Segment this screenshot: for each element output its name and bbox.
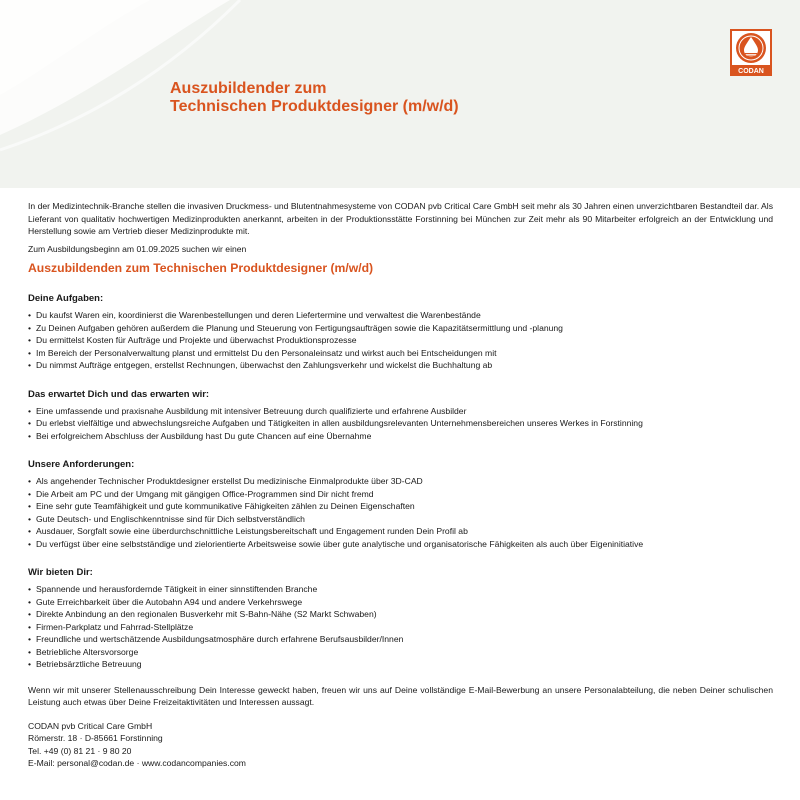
job-title-line-2: Technischen Produktdesigner (m/w/d) [170, 98, 459, 115]
list-item: • Gute Deutsch- und Englischkenntnisse sind für Dich selbstverständlich [28, 513, 773, 526]
company-name: CODAN pvb Critical Care GmbH [28, 720, 153, 731]
list-item: • Du ermittelst Kosten für Aufträge und Projekte und überwachst Produktionsprozesse [28, 334, 773, 347]
list-item: • Du kaufst Waren ein, koordinierst die Warenbestellungen und deren Liefertermine und verwaltest die Warenbestände [28, 309, 773, 322]
requirements-list [28, 475, 773, 550]
tasks-list [28, 309, 773, 372]
contact-block [28, 720, 773, 770]
job-title [170, 80, 459, 116]
list-item: • Du erlebst vielfältige und abwechslungsreiche Aufgaben und Tätigkeiten in allen ausbildungsrelevanten Unternehmensbereichen unseres Werkes in Forstinning [28, 417, 773, 430]
job-title-line-1: Auszubildender zum [170, 80, 327, 97]
tasks-heading: Deine Aufgaben: [28, 293, 104, 304]
offers-list [28, 583, 773, 671]
company-phone: Tel. +49 (0) 81 21 · 9 80 20 [28, 745, 132, 756]
position-heading: Auszubildenden zum Technischen Produktdesigner (m/w/d) [28, 261, 374, 275]
list-item: • Bei erfolgreichem Abschluss der Ausbildung hast Du gute Chancen auf eine Übernahme [28, 430, 773, 443]
expectations-heading: Das erwartet Dich und das erwarten wir: [28, 388, 210, 400]
list-item: • Direkte Anbindung an den regionalen Busverkehr mit S-Bahn-Nähe (S2 Markt Schwaben) [28, 608, 773, 621]
list-item: • Zu Deinen Aufgaben gehören außerdem die Planung und Steuerung von Fertigungsaufträgen sowie die Kapazitätsermittlung und -planung [28, 322, 773, 335]
list-item: • Gute Erreichbarkeit über die Autobahn A94 und andere Verkehrswege [28, 596, 773, 609]
list-item: • Die Arbeit am PC und der Umgang mit gängigen Office-Programmen sind Dir nicht fremd [28, 488, 773, 501]
offers-heading: Wir bieten Dir: [28, 567, 93, 578]
list-item: • Du nimmst Aufträge entgegen, erstellst Rechnungen, überwachst den Zahlungsverkehr und wickelst die Buchhaltung ab [28, 359, 773, 372]
company-address: Römerstr. 18 · D-85661 Forstinning [28, 733, 163, 743]
list-item: • Betriebsärztliche Betreuung [28, 658, 773, 671]
closing-paragraph: Wenn wir mit unserer Stellenausschreibung Dein Interesse geweckt haben, freuen wir uns auf Deine vollständige E-Mail-Bewerbung an unsere Personalabteilung, die neben Deiner schulischen Leistung auch etwas über Deine Freizeitaktivitäten und Interessen aussagt. [28, 684, 773, 707]
start-date-text: Zum Ausbildungsbeginn am 01.09.2025 suchen wir einen [28, 243, 247, 254]
job-description [28, 200, 773, 770]
list-item: • Firmen-Parkplatz und Fahrrad-Stellplätze [28, 621, 773, 634]
expectations-list [28, 405, 773, 443]
intro-paragraph: In der Medizintechnik-Branche stellen die invasiven Druckmess- und Blutentnahmesysteme von CODAN pvb Critical Care GmbH seit mehr als 30 Jahren einen unverzichtbaren Bestandteil dar. Als Lieferant von qualitativ hochwertigen Medizinprodukten anerkannt, arbeiten in der Produktionsstätte Forstinning bei München zur Zeit mehr als 90 Mitarbeiter erfolgreich an der Entwicklung und Herstellung sowie am Vertrieb dieser Medizinprodukte mit. [28, 201, 773, 236]
list-item: • Ausdauer, Sorgfalt sowie eine überdurchschnittliche Leistungsbereitschaft und Engagement runden Dein Profil ab [28, 525, 773, 538]
list-item: • Betriebliche Altersvorsorge [28, 646, 773, 659]
list-item: • Freundliche und wertschätzende Ausbildungsatmosphäre durch erfahrene Berufsausbilder/Innen [28, 633, 773, 646]
list-item: • Eine umfassende und praxisnahe Ausbildung mit intensiver Betreuung durch qualifizierte und erfahrene Ausbilder [28, 405, 773, 418]
requirements-heading: Unsere Anforderungen: [28, 459, 135, 470]
company-email-web: E-Mail: personal@codan.de · www.codancompanies.com [28, 758, 246, 768]
list-item: • Spannende und herausfordernde Tätigkeit in einer sinnstiftenden Branche [28, 583, 773, 596]
list-item: • Als angehender Technischer Produktdesigner erstellst Du medizinische Einmalprodukte über 3D-CAD [28, 475, 773, 488]
list-item: • Du verfügst über eine selbstständige und zielorientierte Arbeitsweise sowie über gute analytische und organisatorische Fähigkeiten als auch über Eigeninitiative [28, 538, 773, 551]
list-item: • Eine sehr gute Teamfähigkeit und gute kommunikative Fähigkeiten zählen zu Deinen Eigenschaften [28, 500, 773, 513]
logo-text: CODAN [738, 68, 764, 75]
list-item: • Im Bereich der Personalverwaltung planst und ermittelst Du den Personaleinsatz und wirkst auch bei Entscheidungen mit [28, 347, 773, 360]
codan-logo [730, 29, 772, 76]
header-banner [0, 0, 800, 188]
